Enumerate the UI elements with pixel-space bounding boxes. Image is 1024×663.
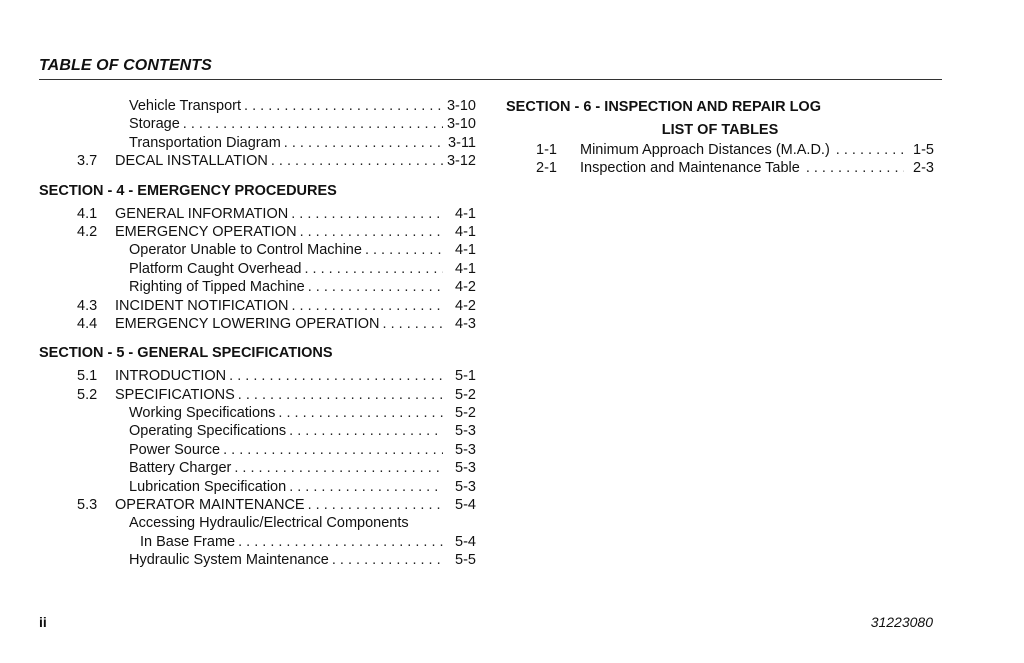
entry-title: Vehicle Transport xyxy=(129,98,242,114)
section-heading: SECTION - 6 - INSPECTION AND REPAIR LOG xyxy=(506,99,821,115)
entry-title: Working Specifications xyxy=(129,405,276,422)
entry-page: 5-2 xyxy=(455,405,476,422)
dot-leader xyxy=(278,404,443,422)
entry-title: Battery Charger xyxy=(129,460,232,477)
section-5-entries xyxy=(39,367,476,569)
entry-page: 5-2 xyxy=(455,386,476,403)
dot-leader xyxy=(238,533,443,551)
dot-leader xyxy=(332,551,443,569)
entry-number: 5.3 xyxy=(77,497,98,514)
dot-leader xyxy=(308,278,443,296)
entry-page: 5-3 xyxy=(455,441,476,458)
toc-entry[interactable] xyxy=(39,97,476,115)
toc-entry[interactable] xyxy=(39,514,476,532)
left-column xyxy=(39,97,476,570)
dot-leader xyxy=(238,386,443,404)
entry-page: 5-3 xyxy=(455,478,476,495)
section-4 xyxy=(39,181,476,334)
toc-entry[interactable] xyxy=(39,241,476,259)
page-number: ii xyxy=(39,614,47,630)
entry-number: 3.7 xyxy=(77,153,98,170)
entry-page: 4-2 xyxy=(455,279,476,296)
toc-entry[interactable] xyxy=(39,404,476,422)
toc-entry[interactable] xyxy=(39,278,476,296)
entry-page: 4-1 xyxy=(455,260,476,277)
toc-entry[interactable] xyxy=(39,459,476,477)
entry-number: 4.3 xyxy=(77,297,98,314)
dot-leader xyxy=(308,496,443,514)
dot-leader xyxy=(183,115,443,133)
toc-entry[interactable] xyxy=(39,315,476,333)
toc-entry[interactable] xyxy=(39,441,476,459)
entry-page: 4-1 xyxy=(455,242,476,259)
table-title: Minimum Approach Distances (M.A.D.) xyxy=(580,142,830,158)
dot-leader xyxy=(289,478,443,496)
toc-entry[interactable] xyxy=(39,386,476,404)
dot-leader xyxy=(284,134,443,152)
entry-page: 4-1 xyxy=(455,205,476,222)
toc-entry[interactable] xyxy=(39,115,476,133)
entry-title: GENERAL INFORMATION xyxy=(115,205,289,222)
section-heading: SECTION - 4 - EMERGENCY PROCEDURES xyxy=(39,182,337,199)
list-of-tables-heading: LIST OF TABLES xyxy=(661,122,779,138)
entry-page: 3-10 xyxy=(446,98,476,114)
dot-leader xyxy=(304,260,443,278)
dot-leader xyxy=(234,459,443,477)
page-title: TABLE OF CONTENTS xyxy=(39,57,212,74)
entry-title: INCIDENT NOTIFICATION xyxy=(115,297,289,314)
entry-title: EMERGENCY LOWERING OPERATION xyxy=(115,315,380,332)
document-number: 31223080 xyxy=(870,614,933,630)
table-page: 2-3 xyxy=(913,160,934,177)
toc-entry[interactable] xyxy=(39,152,476,170)
entry-title: SPECIFICATIONS xyxy=(115,386,235,403)
section-5 xyxy=(39,343,476,569)
dot-leader xyxy=(836,141,904,159)
table-number: 2-1 xyxy=(536,160,557,177)
entry-page: 5-3 xyxy=(455,460,476,477)
entry-title: Hydraulic System Maintenance xyxy=(129,552,329,569)
entry-page: 4-3 xyxy=(455,315,476,332)
dot-leader xyxy=(271,152,443,170)
entry-title: INTRODUCTION xyxy=(115,368,227,385)
dot-leader xyxy=(291,205,443,223)
entry-title: Righting of Tipped Machine xyxy=(129,279,305,296)
entry-page: 4-2 xyxy=(455,297,476,314)
entry-page: 5-3 xyxy=(455,423,476,440)
toc-entry[interactable] xyxy=(39,367,476,385)
continued-entries xyxy=(39,97,476,171)
dot-leader xyxy=(291,297,443,315)
dot-leader xyxy=(806,159,904,177)
toc-entry[interactable] xyxy=(39,260,476,278)
toc-entry[interactable] xyxy=(39,533,476,551)
section-4-entries xyxy=(39,205,476,334)
table-number: 1-1 xyxy=(536,142,557,158)
entry-page: 5-4 xyxy=(455,533,476,550)
entry-page: 5-1 xyxy=(455,368,476,385)
entry-page: 3-10 xyxy=(446,116,476,133)
dot-leader xyxy=(244,97,443,115)
entry-title: Operating Specifications xyxy=(129,423,287,440)
toc-entry[interactable] xyxy=(39,134,476,152)
entry-number: 4.2 xyxy=(77,223,98,240)
entry-title: EMERGENCY OPERATION xyxy=(115,223,297,240)
entry-title: Platform Caught Overhead xyxy=(129,260,302,277)
entry-title: In Base Frame xyxy=(140,533,236,550)
entry-title: DECAL INSTALLATION xyxy=(115,153,268,170)
entry-title: Lubrication Specification xyxy=(129,478,287,495)
entry-title: Operator Unable to Control Machine xyxy=(129,242,362,259)
dot-leader xyxy=(289,422,443,440)
toc-entry[interactable] xyxy=(39,205,476,223)
right-column xyxy=(506,97,934,178)
table-title: Inspection and Maintenance Table xyxy=(580,160,800,177)
entry-page: 3-11 xyxy=(448,134,476,151)
toc-entry[interactable] xyxy=(39,223,476,241)
entry-number: 4.1 xyxy=(77,205,98,222)
toc-entry[interactable] xyxy=(39,422,476,440)
table-page: 1-5 xyxy=(913,142,934,158)
dot-leader xyxy=(229,367,443,385)
table-entry[interactable] xyxy=(506,141,934,159)
entry-page: 4-1 xyxy=(455,223,476,240)
tables-entries xyxy=(506,141,934,178)
entry-page: 5-4 xyxy=(455,497,476,514)
dot-leader xyxy=(383,315,443,333)
toc-entry[interactable] xyxy=(39,496,476,514)
entry-number: 5.2 xyxy=(77,386,98,403)
toc-entry[interactable] xyxy=(39,478,476,496)
entry-page: 3-12 xyxy=(446,153,476,170)
entry-title: Storage xyxy=(129,116,180,133)
section-heading: SECTION - 5 - GENERAL SPECIFICATIONS xyxy=(39,345,333,362)
entry-title: Transportation Diagram xyxy=(129,134,281,151)
entry-title: Accessing Hydraulic/Electrical Components xyxy=(129,515,409,532)
entry-number: 4.4 xyxy=(77,315,98,332)
toc-entry[interactable] xyxy=(39,297,476,315)
entry-title: OPERATOR MAINTENANCE xyxy=(115,497,305,514)
entry-title: Power Source xyxy=(129,441,221,458)
entry-number: 5.1 xyxy=(77,368,98,385)
header-rule xyxy=(39,79,942,80)
dot-leader xyxy=(223,441,443,459)
toc-entry[interactable] xyxy=(39,551,476,569)
table-entry[interactable] xyxy=(506,159,934,177)
dot-leader xyxy=(365,241,443,259)
entry-page: 5-5 xyxy=(455,552,476,569)
dot-leader xyxy=(300,223,443,241)
